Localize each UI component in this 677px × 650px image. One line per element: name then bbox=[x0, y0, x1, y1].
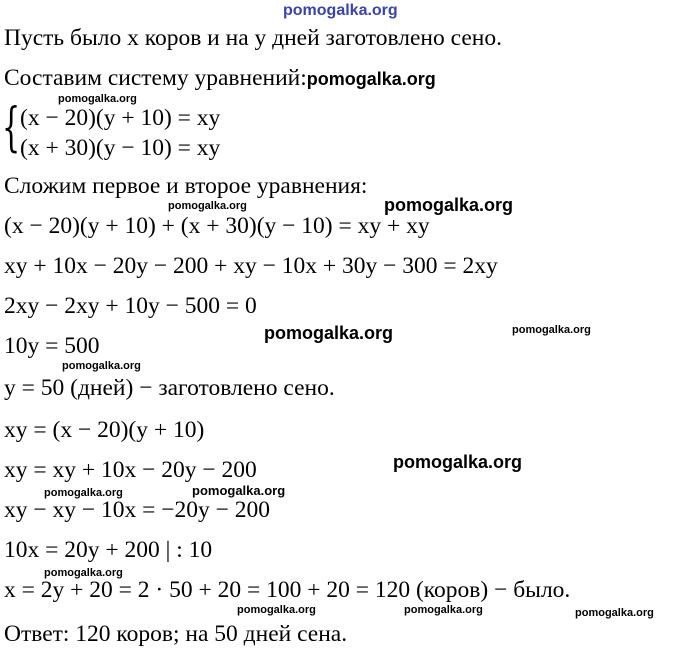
equation-line-8: y = 50 (дней) − заготовлено сено. bbox=[4, 375, 335, 401]
equation-line-6: 2xy − 2xy + 10y − 500 = 0 bbox=[4, 293, 257, 319]
answer-line: Ответ: 120 коров; на 50 дней сена. bbox=[4, 621, 348, 647]
watermark-small: pomogalka.org bbox=[575, 607, 654, 619]
equation-line-7: 10y = 500 bbox=[4, 333, 100, 359]
text-line-1: Пусть было x коров и на y дней заготовлено сено. bbox=[4, 25, 502, 51]
equation-line-9: xy = (x − 20)(y + 10) bbox=[4, 417, 205, 443]
text-line-3: Сложим первое и второе уравнения: bbox=[4, 173, 368, 199]
equation-line-13: x = 2y + 20 = 2 · 50 + 20 = 100 + 20 = 120 (коров) − было. bbox=[4, 577, 571, 603]
equation-line-11: xy − xy − 10x = −20y − 200 bbox=[4, 497, 271, 523]
watermark-small: pomogalka.org bbox=[44, 487, 123, 499]
watermark-large: pomogalka.org bbox=[384, 195, 514, 215]
equation-line-5: xy + 10x − 20y − 200 + xy − 10x + 30y − 300 = 2xy bbox=[4, 253, 498, 279]
text-line-2 bbox=[4, 64, 436, 93]
watermark-small: pomogalka.org bbox=[168, 200, 247, 212]
equation-line-12: 10x = 20y + 200 | : 10 bbox=[4, 537, 213, 563]
watermark-small: pomogalka.org bbox=[404, 604, 483, 616]
equation-line-10: xy = xy + 10x − 20y − 200 bbox=[4, 457, 257, 483]
watermark-small: pomogalka.org bbox=[58, 93, 137, 105]
watermark-large: pomogalka.org bbox=[393, 452, 523, 472]
watermark-small: pomogalka.org bbox=[512, 324, 591, 336]
watermark-medium: pomogalka.org bbox=[192, 483, 286, 498]
watermark-small: pomogalka.org bbox=[237, 604, 316, 616]
equation-line-4: (x − 20)(y + 10) + (x + 30)(y − 10) = xy + xy bbox=[4, 213, 430, 239]
watermark-inline: pomogalka.org bbox=[306, 69, 436, 89]
system-equation-1: (x − 20)(y + 10) = xy bbox=[20, 105, 221, 131]
watermark-small: pomogalka.org bbox=[62, 360, 141, 372]
system-heading: Составим систему уравнений: bbox=[4, 65, 307, 91]
watermark-small: pomogalka.org bbox=[44, 567, 123, 579]
brace-icon: { bbox=[2, 98, 21, 158]
watermark-top: pomogalka.org bbox=[283, 2, 398, 19]
watermark-large: pomogalka.org bbox=[264, 323, 394, 343]
system-equation-2: (x + 30)(y − 10) = xy bbox=[20, 135, 221, 161]
